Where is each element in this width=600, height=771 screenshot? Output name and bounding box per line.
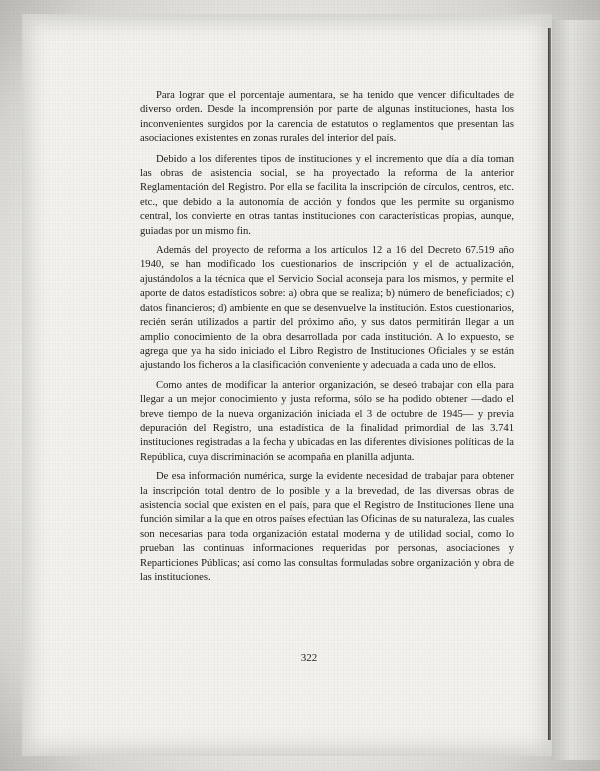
paragraph-2: Debido a los diferentes tipos de instituciones y el incremento que día a día toman las obras de asistencia social, se ha proyectado la reforma de la anterior Reglamentación del Registro. Por ella se facilita la inscripción de círculos, centros, etc. etc., que debido a la autonomía de acción y fondos que les permite su organismo central, los convierte en otras tantas instituciones con características propias, aunque, guiadas por un mismo fin.	[140, 153, 514, 237]
paragraph-4: Como antes de modificar la anterior organización, se deseó trabajar con ella para llegar a un mejor conocimiento y justa reforma, sólo se ha podido obtener —dado el breve tiempo de la nueva organización iniciada el 3 de octubre de 1945— y previa depuración del Registro, una estadística de la finalidad primordial de las 3.741 instituciones registradas a la fecha y ubicadas en las diferentes divisiones políticas de la República, cuya discriminación se acompaña en planilla adjunta.	[140, 379, 514, 463]
book-gutter-shadow	[551, 20, 600, 760]
body-text	[140, 89, 514, 590]
page-edge-line	[548, 28, 551, 740]
paragraph-5: De esa información numérica, surge la evidente necesidad de trabajar para obtener la inscripción total dentro de lo posible y a la brevedad, de las diversas obras de asistencia social que existen en el país, para que el Registro de Instituciones llene una función similar a la que en otros países efectúan las Oficinas de su naturaleza, las cuales son necesarias para toda organización estatal moderna y de utilidad social, como lo prueban las continuas informaciones requeridas por personas, asociaciones y Reparticiones Públicas; así como las consultas formuladas sobre organización y obra de las instituciones.	[140, 471, 514, 583]
paragraph-1: Para lograr que el porcentaje aumentara, se ha tenido que vencer dificultades de diverso orden. Desde la incomprensión por parte de algunas instituciones, hasta los inconvenientes surgidos por la carencia de estatutos o reglamentos que presentan las asociaciones existentes en zonas rurales del interior del país.	[140, 90, 514, 145]
page-number: 322	[300, 652, 318, 664]
paragraph-3: Además del proyecto de reforma a los artículos 12 a 16 del Decreto 67.519 año 1940, se han modificado los cuestionarios de inscripción y el de actualización, ajustándolos a la técnica que el Servicio Social aconseja para los mismos, y permite el aporte de datos estadísticos sobre: a) obra que se realiza; b) número de beneficiados; c) datos financieros; d) ambiente en que se desenvuelve la institución. Estos cuestionarios, recién serán utilizados a partir del próximo año, y sus datos permitirán llegar a un amplio conocimiento de la obra desarrollada por cada institución. A lo expuesto, se agrega que ya ha sido iniciado el Libro Registro de Instituciones Oficiales y se están ajustando los ficheros a la clasificación conveniente y adecuada a cada uno de ellos.	[140, 245, 514, 372]
